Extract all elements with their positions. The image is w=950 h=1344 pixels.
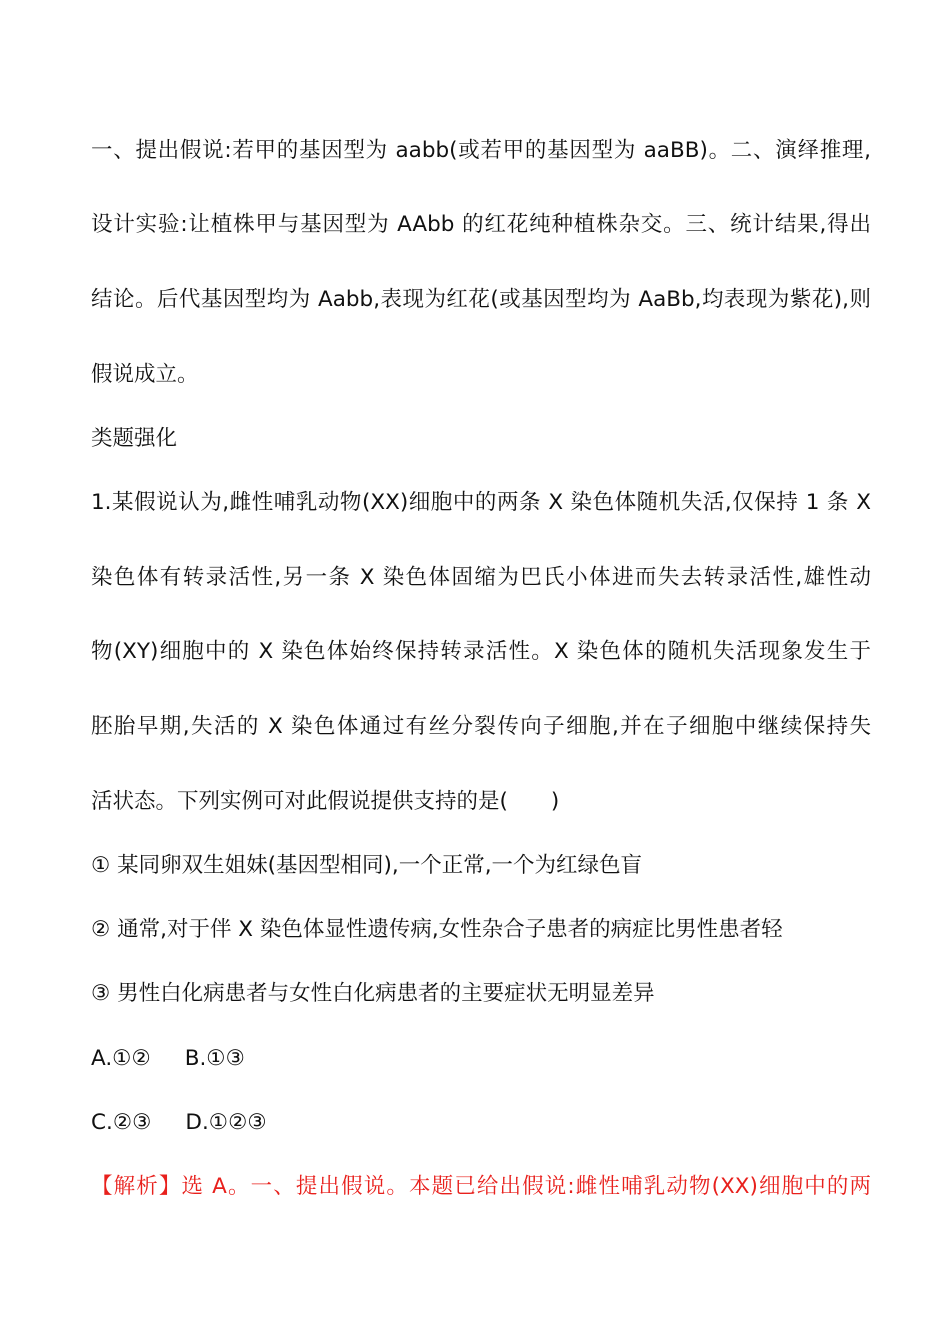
option-b[interactable]: B.①③ (184, 1046, 245, 1071)
question-stem-line: 活状态。下列实例可对此假说提供支持的是( ) (91, 789, 560, 814)
option-a[interactable]: A.①② (91, 1046, 151, 1071)
statement-3: ③ 男性白化病患者与女性白化病患者的主要症状无明显差异 (91, 981, 655, 1006)
question-stem-line: 染色体有转录活性,另一条 X 染色体固缩为巴氏小体进而失去转录活性,雄性动 (91, 565, 871, 590)
statement-1: ① 某同卵双生姐妹(基因型相同),一个正常,一个为红绿色盲 (91, 853, 643, 878)
paragraph-line: 设计实验:让植株甲与基因型为 AAbb 的红花纯种植株杂交。三、统计结果,得出 (91, 212, 871, 237)
section-heading: 类题强化 (91, 426, 178, 451)
question-stem-line: 胚胎早期,失活的 X 染色体通过有丝分裂传向子细胞,并在子细胞中继续保持失 (91, 714, 871, 739)
option-c[interactable]: C.②③ (91, 1110, 152, 1135)
options-row (91, 1108, 871, 1138)
question-stem-line: 物(XY)细胞中的 X 染色体始终保持转录活性。X 染色体的随机失活现象发生于 (91, 639, 871, 664)
paragraph-line: 一、提出假说:若甲的基因型为 aabb(或若甲的基因型为 aaBB)。二、演绎推理, (91, 138, 871, 163)
paragraph-line: 假说成立。 (91, 362, 199, 387)
paragraph-line: 结论。后代基因型均为 Aabb,表现为红花(或基因型均为 AaBb,均表现为紫花),则 (91, 287, 871, 312)
option-d[interactable]: D.①②③ (185, 1110, 267, 1135)
analysis-text: 【解析】选 A。一、提出假说。本题已给出假说:雌性哺乳动物(XX)细胞中的两 (91, 1174, 871, 1199)
statement-2: ② 通常,对于伴 X 染色体显性遗传病,女性杂合子患者的病症比男性患者轻 (91, 917, 783, 942)
options-row (91, 1044, 871, 1074)
question-stem-line: 1.某假说认为,雌性哺乳动物(XX)细胞中的两条 X 染色体随机失活,仅保持 1 条 X (91, 490, 871, 515)
